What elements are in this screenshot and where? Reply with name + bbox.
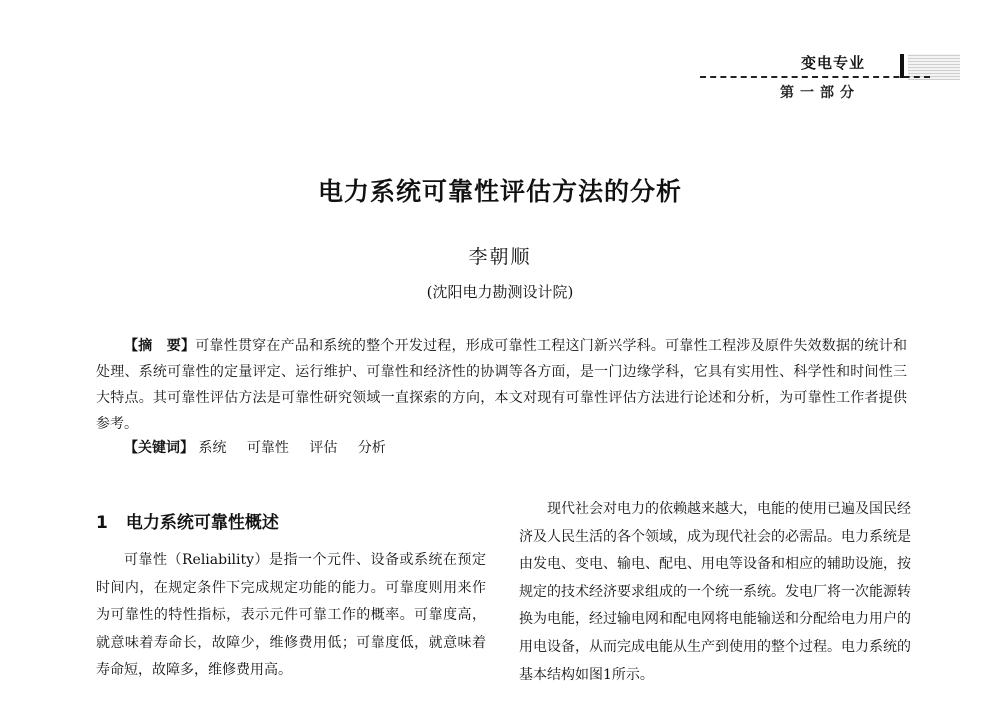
header-bar-mark bbox=[900, 54, 904, 78]
keyword-item: 系统 bbox=[198, 440, 227, 456]
right-paragraph: 现代社会对电力的依赖越来越大，电能的使用已遍及国民经济及人民生活的各个领域，成为现代社会的必需品。电力系统是由发电、变电、输电、配电、用电等设备和相应的辅助设施，按规定的技术经济要求组成的一个统一系统。发电厂将一次能源转换为电能，经过输电网和配电网将电能输送和分配给电力用户的用电设备，从而完成电能从生产到使用的整个过程。电力系统的基本结构如图1所示。 bbox=[519, 501, 911, 683]
keywords bbox=[124, 437, 402, 457]
header-section-label: 变电专业 bbox=[800, 54, 865, 72]
left-column bbox=[96, 508, 486, 685]
section-heading bbox=[96, 508, 486, 533]
abstract bbox=[96, 333, 907, 437]
author-name: 李朝顺 bbox=[468, 246, 532, 268]
author-affiliation: (沈阳电力勘测设计院) bbox=[426, 283, 574, 301]
keywords-label: 【关键词】 bbox=[124, 440, 194, 456]
section-title: 电力系统可靠性概述 bbox=[125, 513, 279, 533]
keyword-item: 可靠性 bbox=[246, 440, 289, 456]
abstract-text: 可靠性贯穿在产品和系统的整个开发过程，形成可靠性工程这门新兴学科。可靠性工程涉及原件失效数据的统计和处理、系统可靠性的定量评定、运行维护、可靠性和经济性的协调等各方面，是一门边缘学科，它具有实用性、科学性和时间性三大特点。其可靠性评估方法是可靠性研究领域一直探索的方向，本文对现有可靠性评估方法进行论述和分析，为可靠性工作者提供参考。 bbox=[96, 338, 908, 432]
header-divider bbox=[700, 76, 930, 78]
header-part-label: 第一部分 bbox=[780, 85, 860, 101]
abstract-label: 【摘 要】 bbox=[124, 338, 196, 354]
section-number: 1 bbox=[96, 513, 108, 533]
keyword-item: 分析 bbox=[357, 440, 386, 456]
section-paragraph: 可靠性（Reliability）是指一个元件、设备或系统在预定时间内，在规定条件下完成规定功能的能力。可靠度则用来作为可靠性的特性指标，表示元件可靠工作的概率。可靠度高，就意味着寿命长，故障少，维修费用低；可靠度低，就意味着寿命短，故障多，维修费用高。 bbox=[96, 552, 486, 679]
keyword-item: 评估 bbox=[309, 440, 338, 456]
paper-title: 电力系统可靠性评估方法的分析 bbox=[317, 177, 682, 206]
right-column bbox=[519, 496, 911, 689]
